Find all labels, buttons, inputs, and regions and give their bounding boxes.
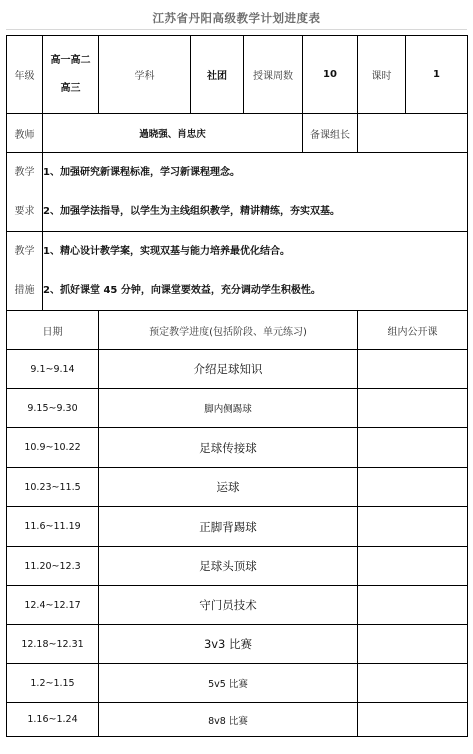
schedule-topic: 运球 bbox=[99, 468, 358, 507]
schedule-topic: 5v5 比赛 bbox=[99, 664, 358, 703]
hours-value: 1 bbox=[406, 36, 468, 114]
plan-table bbox=[6, 35, 468, 737]
measures-label-line2: 措施 bbox=[14, 285, 35, 296]
schedule-header-progress: 预定教学进度(包括阶段、单元练习) bbox=[99, 311, 358, 350]
table-row bbox=[7, 547, 468, 586]
schedule-topic: 3v3 比赛 bbox=[99, 625, 358, 664]
schedule-date: 9.1~9.14 bbox=[7, 350, 99, 389]
table-row bbox=[7, 625, 468, 664]
teacher-label: 教师 bbox=[7, 114, 43, 153]
table-row bbox=[7, 586, 468, 625]
document-title: 江苏省丹阳高级教学计划进度表 bbox=[152, 11, 321, 25]
schedule-topic: 正脚背踢球 bbox=[99, 507, 358, 547]
table-row bbox=[7, 703, 468, 737]
schedule-open-class bbox=[358, 703, 468, 737]
schedule-topic: 足球传接球 bbox=[99, 428, 358, 468]
table-row bbox=[7, 664, 468, 703]
subject-label: 学科 bbox=[99, 36, 191, 114]
schedule-header-open-class: 组内公开课 bbox=[358, 311, 468, 350]
requirement-item: 2、加强学法指导，以学生为主线组织教学，精讲精练，夯实双基。 bbox=[43, 206, 340, 217]
schedule-date: 1.2~1.15 bbox=[7, 664, 99, 703]
teacher-value: 過晓强、肖忠庆 bbox=[43, 114, 303, 153]
grade-value bbox=[43, 36, 99, 114]
schedule-open-class bbox=[358, 664, 468, 703]
requirements-content bbox=[43, 153, 468, 232]
schedule-open-class bbox=[358, 586, 468, 625]
measure-item: 1、精心设计教学案，实现双基与能力培养最优化结合。 bbox=[43, 246, 290, 257]
measures-content bbox=[43, 232, 468, 311]
measures-row bbox=[7, 232, 468, 311]
schedule-date: 12.4~12.17 bbox=[7, 586, 99, 625]
schedule-open-class bbox=[358, 547, 468, 586]
table-row bbox=[7, 389, 468, 428]
schedule-date: 11.20~12.3 bbox=[7, 547, 99, 586]
schedule-topic: 介绍足球知识 bbox=[99, 350, 358, 389]
schedule-open-class bbox=[358, 625, 468, 664]
schedule-topic: 脚内侧踢球 bbox=[99, 389, 358, 428]
schedule-date: 10.9~10.22 bbox=[7, 428, 99, 468]
requirements-label-line1: 教学 bbox=[14, 167, 35, 178]
weeks-value: 10 bbox=[303, 36, 358, 114]
schedule-header-date: 日期 bbox=[7, 311, 99, 350]
schedule-date: 9.15~9.30 bbox=[7, 389, 99, 428]
group-leader-label: 备课组长 bbox=[303, 114, 358, 153]
table-row bbox=[7, 507, 468, 547]
grade-value-line1: 高一高二 bbox=[50, 54, 91, 66]
schedule-open-class bbox=[358, 350, 468, 389]
schedule-date: 10.23~11.5 bbox=[7, 468, 99, 507]
schedule-date: 1.16~1.24 bbox=[7, 703, 99, 737]
subject-value: 社团 bbox=[191, 36, 244, 114]
schedule-open-class bbox=[358, 507, 468, 547]
schedule-open-class bbox=[358, 389, 468, 428]
schedule-date: 11.6~11.19 bbox=[7, 507, 99, 547]
table-row bbox=[7, 350, 468, 389]
table-row bbox=[7, 428, 468, 468]
info-row-teacher bbox=[7, 114, 468, 153]
weeks-label: 授课周数 bbox=[244, 36, 303, 114]
group-leader-value bbox=[358, 114, 468, 153]
measures-label bbox=[7, 232, 43, 311]
schedule-open-class bbox=[358, 468, 468, 507]
schedule-topic: 守门员技术 bbox=[99, 586, 358, 625]
info-row-grade bbox=[7, 36, 468, 114]
schedule-date: 12.18~12.31 bbox=[7, 625, 99, 664]
hours-label: 课时 bbox=[358, 36, 406, 114]
schedule-open-class bbox=[358, 428, 468, 468]
requirements-label bbox=[7, 153, 43, 232]
grade-value-line2: 高三 bbox=[60, 82, 81, 94]
schedule-header-row bbox=[7, 311, 468, 350]
requirements-row bbox=[7, 153, 468, 232]
schedule-topic: 足球头顶球 bbox=[99, 547, 358, 586]
measures-label-line1: 教学 bbox=[14, 246, 35, 257]
table-row bbox=[7, 468, 468, 507]
requirement-item: 1、加强研究新课程标准，学习新课程理念。 bbox=[43, 167, 240, 178]
title-divider bbox=[6, 29, 467, 30]
measure-item: 2、抓好课堂 45 分钟，向课堂要效益，充分调动学生积极性。 bbox=[43, 285, 321, 296]
requirements-label-line2: 要求 bbox=[14, 206, 35, 217]
schedule-topic: 8v8 比赛 bbox=[99, 703, 358, 737]
grade-label: 年级 bbox=[7, 36, 43, 114]
